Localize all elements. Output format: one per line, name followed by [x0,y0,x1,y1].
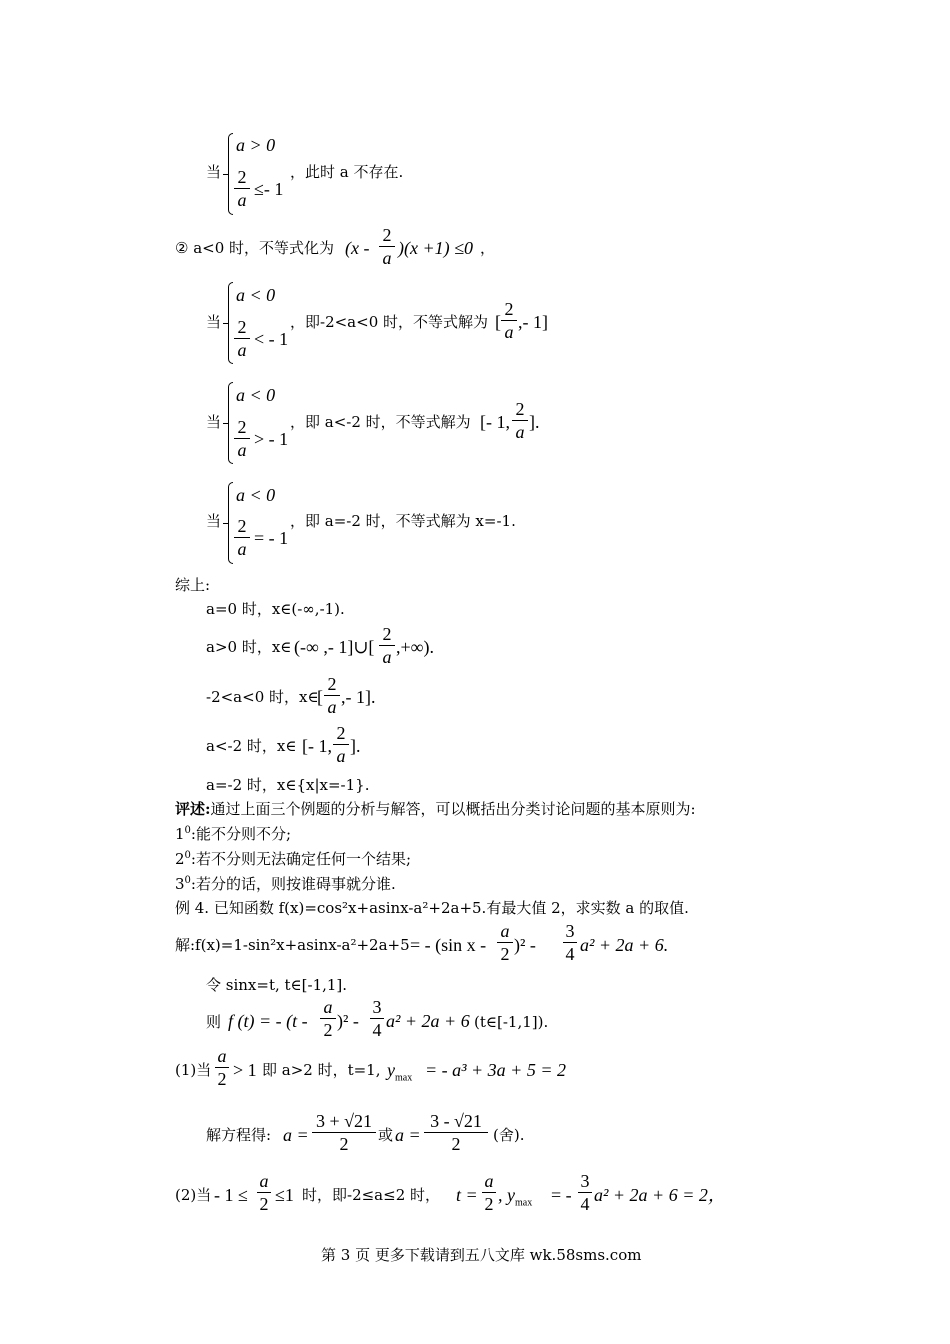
case2-tail: ， [480,239,496,257]
summary-l1: a=0 时，x∈(-∞,-1). [206,600,345,618]
review-p3: $3^0$:若分的话，则按谁碍事就分谁. [175,875,396,893]
c2-h: a² + 2a + 6 = 2， [594,1185,726,1205]
case1-rel: ≤- 1 [254,179,284,199]
c1-ymax: $y_{max}$ [387,1060,413,1084]
sol-l1-frac-34: 3 4 [563,922,577,963]
sol-l1-a: 解:f(x)=1-sin²x+asinx-a²+2a+5 [175,936,410,954]
summary-l3-frac: 2 a [324,675,340,716]
summary-l3-c: ,- 1]. [341,687,376,707]
sub2-rel: > - 1 [254,429,289,449]
sub2-brace [228,382,233,464]
case1-text: ，此时 a 不存在. [290,163,404,181]
sol-l1-c: )² - [514,935,536,955]
sol-l3-frac-a2: a 2 [320,998,336,1039]
sub2-sol-b: ]. [529,412,540,432]
sub3-cond1: a < 0 [236,485,276,505]
review-text: 通过上面三个例题的分析与解答，可以概括出分类讨论问题的基本原则为: [210,800,696,818]
summary-l4-a: a<-2 时，x∈ [206,737,297,755]
summary-l2-frac: 2 a [379,625,395,666]
c2-g: = - [551,1185,572,1205]
sub3-frac: 2 a [234,517,250,558]
sub1-rel: < - 1 [254,329,289,349]
summary-l3-b: [ [317,687,323,707]
c2-ymax: , $y_{max}$ [498,1185,533,1209]
sol-l3-b: f (t) = - (t - [228,1011,308,1031]
review-line [175,802,696,817]
sub1-brace [228,282,233,364]
sub1-dang: 当 [206,313,222,331]
sol-l3-c: )² - [337,1011,359,1031]
c2-frac2: a 2 [482,1172,496,1213]
case1-dang: 当 [206,163,222,181]
c1-e: = - a³ + 3a + 5 = 2 [425,1060,566,1080]
case1-cond1: a > 0 [236,135,276,155]
c1-frac: a 2 [215,1047,229,1088]
sol-l3-a: 则 [206,1013,222,1031]
case2-expr-a: (x - [345,238,370,258]
summary-l2-b: (-∞ ,- 1]∪[ [294,637,375,657]
sub3-dang: 当 [206,512,222,530]
sol-l2: 令 sinx=t, t∈[-1,1]. [206,976,348,994]
sol-l1-d: a² + 2a + 6. [580,935,669,955]
sol-l3-d: a² + 2a + 6 [386,1011,470,1031]
case1-frac: 2 a [234,168,250,209]
eq-d: (舍). [493,1126,525,1144]
summary-l3-a: -2<a<0 时，x∈ [206,688,319,706]
c1-a: (1)当 [175,1061,212,1079]
summary-l2-c: ,+∞). [396,637,434,657]
eq-b: a = [283,1125,309,1145]
sol-l1-b: = - (sin x - [410,935,487,955]
eq-c: a = [395,1125,421,1145]
case1-brace [228,133,233,215]
summary-l4-b: [- 1, [302,736,332,756]
c2-frac-34: 3 4 [578,1172,592,1213]
c2-frac1: a 2 [257,1172,271,1213]
c2-b: - 1 ≤ [214,1185,248,1205]
sub3-brace [228,482,233,564]
sol-l3-e: (t∈[-1,1]). [474,1013,549,1031]
example4-text: 例 4. 已知函数 f(x)=cos²x+asinx-a²+2a+5.有最大值 2，求实数 a 的取值. [175,899,689,917]
eq-frac1: 3 + √21 2 [312,1112,376,1153]
review-p1: $1^0$:能不分则不分; [175,825,292,843]
sub3-rel: = - 1 [254,528,289,548]
case2-expr-b: )(x +1) ≤0 [398,238,473,258]
sub2-frac: 2 a [234,418,250,459]
eq-a: 解方程得: [206,1126,272,1144]
sub2-dang: 当 [206,413,222,431]
review-label: 评述: [175,800,211,818]
c2-a: (2)当 [175,1186,212,1204]
summary-l5: a=-2 时，x∈{x|x=-1}. [206,776,370,794]
c2-e: t = [456,1185,478,1205]
summary-l4-frac: 2 a [333,724,349,765]
sub3-text: ，即 a=-2 时，不等式解为 x=-1. [290,512,516,530]
sub1-text: ，即-2<a<0 时，不等式解为 [290,313,489,331]
sub1-sol-b: ,- 1] [518,312,548,332]
review-p2: $2^0$:若不分则无法确定任何一个结果; [175,850,412,868]
case2-label: ② a<0 时，不等式化为 [175,239,335,257]
sub2-text: ，即 a<-2 时，不等式解为 [290,413,471,431]
summary-l4-c: ]. [350,736,361,756]
c1-c: 即 a>2 时，t=1, [262,1061,381,1079]
summary-l2-a: a>0 时，x∈ [206,638,292,656]
page-footer: 第 3 页 更多下载请到五八文库 wk.58sms.com [321,1246,642,1264]
c1-b: > 1 [233,1060,257,1080]
sub2-cond1: a < 0 [236,385,276,405]
c2-c: ≤1 [275,1185,294,1205]
eq-or: 或 [378,1126,394,1144]
sol-l3-frac-34: 3 4 [370,998,384,1039]
sub2-sol-frac: 2 a [512,400,528,441]
sol-l1-frac-a2: a 2 [497,922,513,963]
eq-frac2: 3 - √21 2 [424,1112,488,1153]
case2-frac: 2 a [379,226,395,267]
sub1-cond1: a < 0 [236,285,276,305]
sub2-sol-a: [- 1, [480,412,510,432]
sub1-sol-a: [ [495,312,501,332]
sub1-frac: 2 a [234,318,250,359]
summary-title: 综上: [175,576,211,594]
sub1-sol-frac: 2 a [501,300,517,341]
c2-d: 时，即-2≤a≤2 时， [302,1186,441,1204]
